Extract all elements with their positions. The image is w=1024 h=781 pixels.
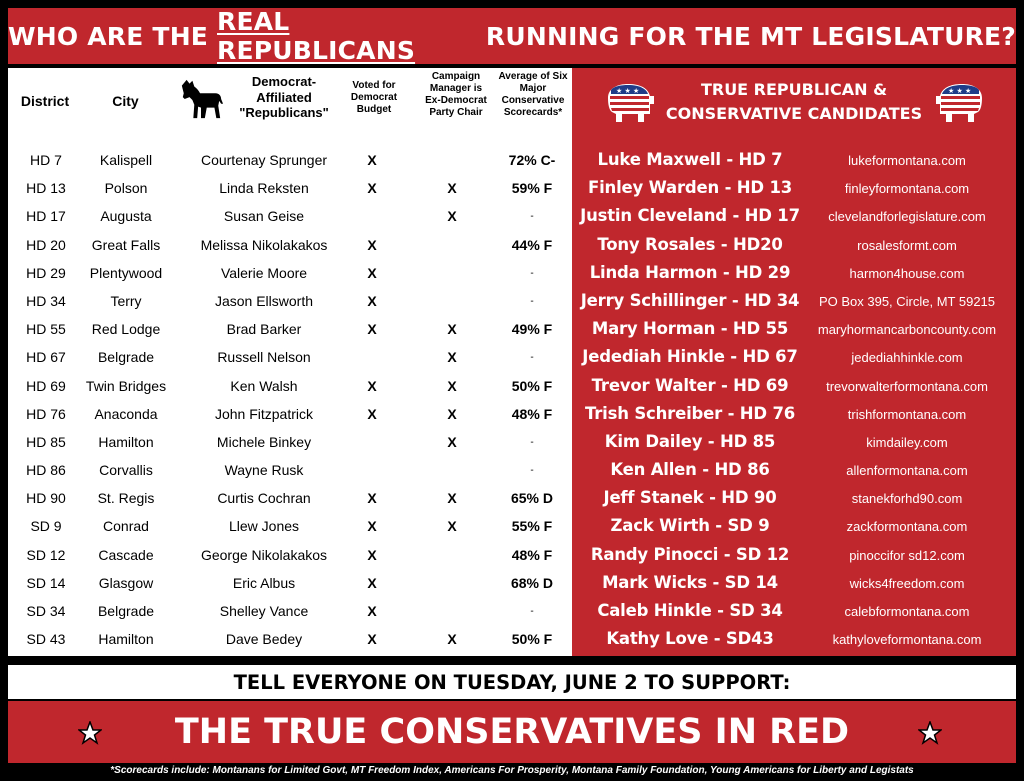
candidate-website: finleyformontana.com [844, 181, 970, 197]
candidate-name-cell: Susan Geise [223, 208, 305, 225]
candidate-row [572, 372, 1016, 400]
scorecards-footnote: *Scorecards include: Montanans for Limited Govt, MT Freedom Index, Americans For Prosperity, Montana Family Foundation, Young Americans for Liberty and Legistats [110, 765, 914, 776]
candidate-name-cell: Llew Jones [228, 518, 300, 535]
candidate-name-cell: George Nikolakakos [200, 546, 328, 563]
candidate-row [572, 146, 1016, 174]
candidate-name-cell: Russell Nelson [217, 349, 311, 366]
campaign-manager-cell: X [447, 208, 457, 225]
district-cell: SD 14 [26, 574, 66, 591]
voted-budget-cell: X [367, 377, 377, 394]
district-cell: HD 90 [26, 490, 66, 507]
candidate-website: wicks4freedom.com [849, 575, 965, 591]
scorecard-average-cell: 48% F [511, 546, 553, 563]
voted-budget-cell: X [367, 546, 377, 563]
tell-everyone-bar: TELL EVERYONE ON TUESDAY, JUNE 2 TO SUPPORT: [8, 665, 1016, 699]
candidate-website: jedediahhinkle.com [851, 350, 963, 366]
candidate-name-cell: Brad Barker [226, 321, 302, 338]
candidate-name: Trevor Walter - HD 69 [591, 375, 789, 395]
scorecard-average-cell: 68% D [510, 574, 554, 591]
voted-budget-cell: X [367, 236, 377, 253]
scorecard-average-cell: 65% D [510, 490, 554, 507]
header-democrat-affiliated: Democrat- Affiliated "Republicans" [239, 74, 329, 121]
title-post: RUNNING FOR THE MT LEGISLATURE? [477, 21, 1016, 51]
candidate-website: kimdailey.com [866, 434, 948, 450]
voted-budget-cell: X [367, 490, 377, 507]
candidate-website: lukeformontana.com [848, 153, 966, 168]
candidate-name-cell: John Fitzpatrick [214, 405, 314, 422]
candidate-row [572, 541, 1016, 569]
candidate-list [572, 146, 1016, 653]
candidate-name: Jeff Stanek - HD 90 [603, 488, 777, 508]
title-pre: WHO ARE THE [8, 21, 217, 51]
table-row [8, 541, 572, 569]
candidate-row [572, 174, 1016, 202]
scorecard-average-cell: 72% C- [508, 152, 556, 168]
candidate-name: Finley Warden - HD 13 [588, 178, 792, 198]
scorecard-average-cell: 59% F [511, 180, 553, 197]
table-row [8, 231, 572, 259]
candidate-website: trishformontana.com [847, 406, 967, 422]
candidate-website: rosalesformt.com [857, 237, 957, 253]
table-row [8, 597, 572, 625]
district-cell: SD 12 [26, 546, 66, 563]
candidate-name-cell: Ken Walsh [230, 377, 298, 394]
scorecard-average-cell: 48% F [511, 405, 553, 422]
candidate-website: trevorwalterformontana.com [826, 378, 988, 394]
campaign-manager-cell: X [447, 405, 457, 422]
candidate-name: Kim Dailey - HD 85 [604, 431, 776, 451]
table-row [8, 315, 572, 343]
democrat-donkey-icon [178, 76, 224, 122]
candidate-name-cell: Shelley Vance [219, 603, 309, 619]
table-row [8, 456, 572, 484]
district-cell: HD 7 [30, 152, 62, 168]
table-row [8, 569, 572, 597]
campaign-manager-cell: X [447, 433, 457, 450]
candidate-row [572, 456, 1016, 484]
table-row [8, 400, 572, 428]
candidate-name: Kathy Love - SD43 [606, 629, 774, 649]
candidate-website: pinoccifor sd12.com [849, 547, 965, 563]
republican-elephant-icon [602, 82, 656, 126]
district-cell: HD 55 [26, 321, 66, 338]
scorecard-average-cell: 50% F [511, 631, 553, 648]
table-row [8, 287, 572, 315]
table-row [8, 146, 572, 174]
candidate-name: Jerry Schillinger - HD 34 [580, 290, 800, 310]
candidate-row [572, 569, 1016, 597]
candidate-name-cell: Linda Reksten [219, 180, 309, 197]
scorecard-average-cell: - [530, 267, 534, 279]
candidate-name: Luke Maxwell - HD 7 [597, 150, 783, 169]
city-cell: Polson [104, 180, 148, 197]
table-row [8, 484, 572, 512]
candidate-name-cell: Valerie Moore [220, 264, 308, 281]
city-cell: Augusta [100, 208, 152, 225]
city-cell: Corvallis [99, 462, 153, 479]
table-row [8, 259, 572, 287]
city-cell: Conrad [103, 518, 149, 535]
candidate-name-cell: Dave Bedey [225, 631, 303, 648]
candidate-name: Justin Cleveland - HD 17 [580, 206, 800, 226]
right-panel-heading: TRUE REPUBLICAN & CONSERVATIVE CANDIDATES [665, 80, 923, 123]
district-cell: HD 13 [26, 180, 66, 197]
header-district: District [20, 93, 70, 109]
city-cell: Great Falls [91, 236, 161, 253]
city-cell: Cascade [98, 546, 154, 563]
candidate-name: Jedediah Hinkle - HD 67 [582, 347, 798, 367]
candidate-name: Ken Allen - HD 86 [610, 460, 770, 480]
city-cell: Plentywood [89, 264, 163, 281]
scorecard-average-cell: - [530, 606, 534, 617]
scorecard-average-cell: - [530, 465, 534, 477]
voted-budget-cell: X [367, 321, 377, 338]
candidate-name-cell: Curtis Cochran [217, 490, 311, 507]
candidate-name: Caleb Hinkle - SD 34 [597, 601, 783, 620]
city-cell: Red Lodge [91, 321, 161, 338]
banner-text: THE TRUE CONSERVATIVES IN RED [174, 712, 850, 752]
district-cell: HD 17 [26, 208, 66, 225]
voted-budget-cell: X [367, 631, 377, 648]
voted-budget-cell: X [367, 152, 377, 168]
candidate-row [572, 484, 1016, 512]
candidate-name-cell: Jason Ellsworth [214, 292, 314, 309]
table-row [8, 428, 572, 456]
header-average-scorecards: Average of Six Major Conservative Scorecards* [498, 71, 568, 118]
candidate-name-cell: Wayne Rusk [224, 462, 304, 479]
democrat-affiliated-table [8, 68, 572, 656]
candidate-row [572, 202, 1016, 230]
campaign-manager-cell: X [447, 377, 457, 394]
candidate-website: allenformontana.com [846, 463, 968, 479]
scorecard-average-cell: - [530, 211, 534, 223]
star-icon [918, 721, 942, 745]
svg-text:★ ★ ★: ★ ★ ★ [948, 87, 972, 95]
banner [8, 701, 1016, 763]
voted-budget-cell: X [367, 264, 377, 281]
campaign-manager-cell: X [447, 490, 457, 507]
candidate-website: kathyloveformontana.com [832, 632, 982, 648]
district-cell: HD 85 [26, 433, 66, 450]
district-cell: HD 69 [26, 377, 66, 394]
candidate-name: Mary Horman - HD 55 [591, 319, 789, 339]
table-body [8, 146, 572, 653]
table-row [8, 343, 572, 371]
scorecard-average-cell: - [530, 436, 534, 448]
district-cell: HD 20 [26, 236, 66, 253]
campaign-manager-cell: X [447, 180, 457, 197]
voted-budget-cell: X [367, 180, 377, 197]
voted-budget-cell: X [367, 603, 377, 619]
candidate-row [572, 512, 1016, 540]
candidate-website: clevelandforlegislature.com [828, 209, 986, 225]
candidate-row [572, 625, 1016, 653]
table-row [8, 202, 572, 230]
star-icon [78, 721, 102, 745]
candidate-name: Randy Pinocci - SD 12 [590, 544, 790, 564]
scorecard-average-cell: - [530, 352, 534, 364]
svg-text:★ ★ ★: ★ ★ ★ [616, 87, 640, 95]
city-cell: Hamilton [98, 631, 154, 648]
scorecard-average-cell: 50% F [511, 377, 553, 394]
campaign-manager-cell: X [447, 631, 457, 648]
district-cell: HD 29 [26, 264, 66, 281]
candidate-name-cell: Courtenay Sprunger [200, 152, 328, 168]
candidate-name: Zack Wirth - SD 9 [610, 516, 770, 536]
candidate-name-cell: Michele Binkey [216, 433, 312, 450]
candidate-row [572, 428, 1016, 456]
candidate-name: Tony Rosales - HD20 [597, 234, 783, 254]
city-cell: Terry [110, 292, 142, 309]
district-cell: HD 76 [26, 405, 66, 422]
district-cell: SD 9 [30, 518, 62, 535]
city-cell: Hamilton [98, 433, 154, 450]
district-cell: HD 34 [26, 292, 66, 309]
title-emphasis: REAL REPUBLICANS [217, 7, 416, 65]
voted-budget-cell: X [367, 292, 377, 309]
voted-budget-cell: X [367, 518, 377, 535]
city-cell: Glasgow [98, 574, 154, 591]
table-row [8, 625, 572, 653]
table-row [8, 512, 572, 540]
candidate-row [572, 597, 1016, 625]
campaign-manager-cell: X [447, 518, 457, 535]
city-cell: St. Regis [97, 490, 155, 507]
header-campaign-manager: Campaign Manager is Ex-Democrat Party Chair [425, 71, 487, 118]
city-cell: Kalispell [99, 152, 153, 168]
scorecard-average-cell: - [530, 295, 534, 307]
header-voted-democrat-budget: Voted for Democrat Budget [350, 80, 398, 115]
candidate-name: Linda Harmon - HD 29 [589, 262, 791, 282]
candidate-website: PO Box 395, Circle, MT 59215 [818, 293, 996, 309]
candidate-name: Trish Schreiber - HD 76 [584, 403, 796, 423]
table-row [8, 372, 572, 400]
campaign-manager-cell: X [447, 349, 457, 366]
header-city: City [112, 93, 139, 109]
district-cell: SD 34 [26, 603, 66, 619]
city-cell: Belgrade [97, 349, 155, 366]
candidate-row [572, 287, 1016, 315]
district-cell: HD 86 [26, 462, 66, 479]
city-cell: Belgrade [97, 603, 155, 619]
republican-elephant-icon [934, 82, 988, 126]
scorecard-average-cell: 49% F [511, 321, 553, 338]
scorecard-average-cell: 44% F [511, 236, 553, 253]
page-title [8, 8, 1016, 64]
candidate-website: stanekforhd90.com [851, 491, 963, 507]
candidate-row [572, 315, 1016, 343]
district-cell: HD 67 [26, 349, 66, 366]
candidate-website: harmon4house.com [849, 265, 965, 281]
true-republican-candidates-panel [572, 68, 1016, 656]
district-cell: SD 43 [26, 631, 66, 648]
candidate-name: Mark Wicks - SD 14 [602, 572, 778, 592]
candidate-row [572, 231, 1016, 259]
candidate-row [572, 400, 1016, 428]
city-cell: Twin Bridges [85, 377, 167, 394]
candidate-website: zackformontana.com [846, 519, 968, 535]
scorecard-average-cell: 55% F [511, 518, 553, 535]
candidate-row [572, 343, 1016, 371]
campaign-manager-cell: X [447, 321, 457, 338]
table-row [8, 174, 572, 202]
candidate-name-cell: Melissa Nikolakakos [200, 236, 328, 253]
candidate-row [572, 259, 1016, 287]
candidate-website: calebformontana.com [844, 604, 970, 619]
candidate-website: maryhormancarboncounty.com [817, 322, 997, 338]
voted-budget-cell: X [367, 574, 377, 591]
city-cell: Anaconda [94, 405, 158, 422]
candidate-name-cell: Eric Albus [232, 574, 296, 591]
voted-budget-cell: X [367, 405, 377, 422]
